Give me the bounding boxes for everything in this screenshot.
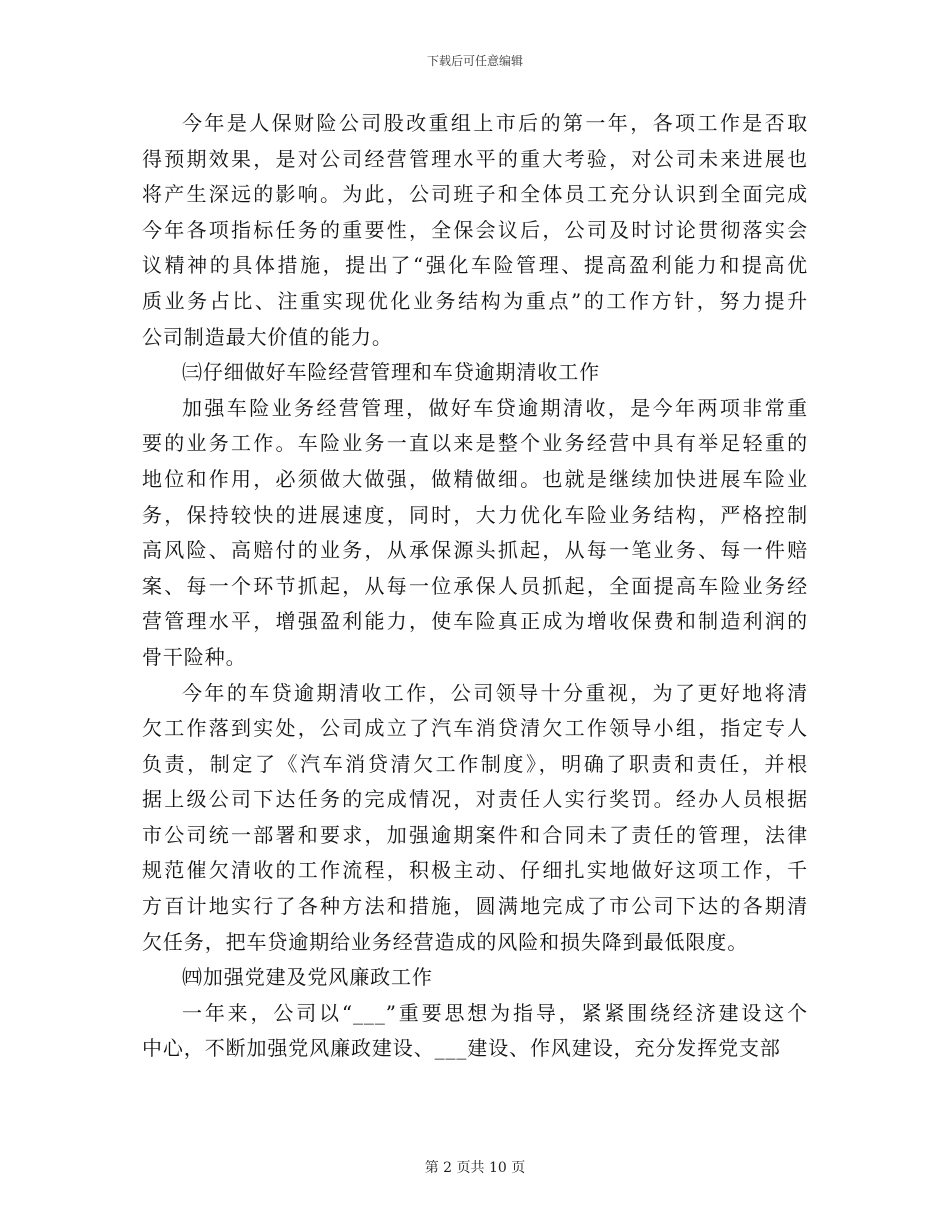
text-line: 营管理水平，增强盈利能力，使车险真正成为增收保费和制造利润的 [142, 609, 808, 634]
text-line: 务，保持较快的进展速度，同时，大力优化车险业务结构，严格控制 [142, 502, 808, 527]
text-line: 议精神的具体措施，提出了“强化车险管理、提高盈利能力和提高优 [142, 253, 808, 278]
text-line: 今年各项指标任务的重要性，全保会议后，公司及时讨论贯彻落实会 [142, 217, 808, 242]
page-header: 下载后可任意编辑 [426, 54, 523, 68]
text-line: 负责，制定了《汽车消贷清欠工作制度》，明确了职责和责任，并根 [142, 751, 808, 776]
paragraph [142, 960, 808, 996]
text-line: 欠工作落到实处，公司成立了汽车消贷清欠工作领导小组，指定专人 [142, 716, 808, 741]
text-line: 得预期效果，是对公司经营管理水平的重大考验，对公司未来进展也 [142, 146, 808, 171]
paragraph [142, 106, 808, 355]
text-line: 方百计地实行了各种方法和措施，圆满地完成了市公司下达的各期清 [142, 894, 808, 919]
text-line: 中心，不断加强党风廉政建设、___建设、作风建设，充分发挥党支部 [142, 1036, 781, 1061]
text-line: 案、每一个环节抓起，从每一位承保人员抓起，全面提高车险业务经 [142, 573, 808, 598]
text-line: 加强车险业务经营管理，做好车贷逾期清收，是今年两项非常重 [182, 395, 808, 420]
text-line: 一年来，公司以“___”重要思想为指导，紧紧围绕经济建设这个 [182, 1000, 808, 1025]
paragraph [142, 996, 808, 1067]
text-line: 高风险、高赔付的业务，从承保源头抓起，从每一笔业务、每一件赔 [142, 538, 808, 563]
text-line: ㈣加强党建及党风廉政工作 [182, 965, 433, 990]
text-line: 要的业务工作。车险业务一直以来是整个业务经营中具有举足轻重的 [142, 431, 808, 456]
text-line: 规范催欠清收的工作流程，积极主动、仔细扎实地做好这项工作，千 [142, 858, 808, 883]
text-line: 将产生深远的影响。为此，公司班子和全体员工充分认识到全面完成 [142, 182, 808, 207]
page-footer: 第 2 页共 10 页 [424, 1160, 526, 1176]
text-line: ㈢仔细做好车险经营管理和车贷逾期清收工作 [182, 360, 600, 385]
text-line: 质业务占比、注重实现优化业务结构为重点”的工作方针，努力提升 [142, 288, 808, 313]
paragraph [142, 676, 808, 961]
text-line: 市公司统一部署和要求，加强逾期案件和合同未了责任的管理，法律 [142, 822, 808, 847]
text-line: 欠任务，把车贷逾期给业务经营造成的风险和损失降到最低限度。 [142, 929, 749, 954]
text-line: 据上级公司下达任务的完成情况，对责任人实行奖罚。经办人员根据 [142, 787, 808, 812]
text-line: 地位和作用，必须做大做强，做精做细。也就是继续加快进展车险业 [142, 466, 808, 491]
paragraph [142, 391, 808, 676]
text-line: 公司制造最大价值的能力。 [142, 324, 393, 349]
text-line: 骨干险种。 [142, 644, 247, 669]
text-line: 今年的车贷逾期清收工作，公司领导十分重视，为了更好地将清 [182, 680, 808, 705]
document-body [142, 106, 808, 1067]
text-line: 今年是人保财险公司股改重组上市后的第一年，各项工作是否取 [182, 111, 808, 135]
paragraph [142, 355, 808, 391]
